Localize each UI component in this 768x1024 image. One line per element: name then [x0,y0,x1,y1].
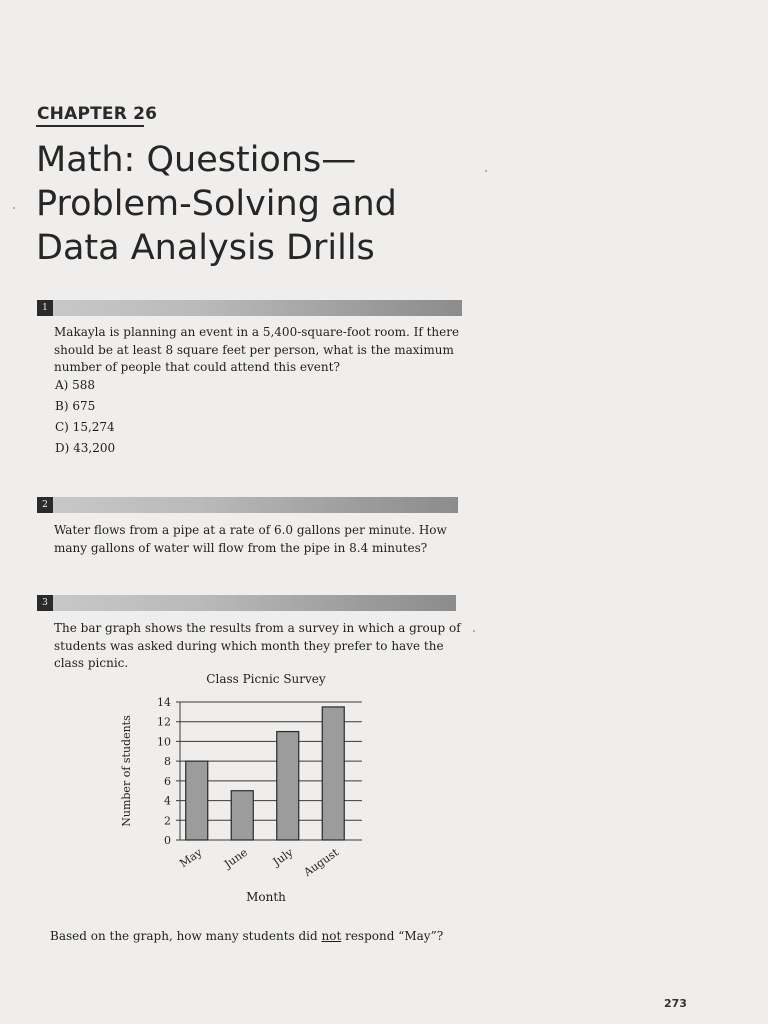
choice-c: C) 15,274 [55,420,115,434]
x-tick-label: July [270,845,296,869]
scan-speck [13,207,15,209]
y-tick-label: 6 [164,774,171,788]
question-2-header-bar [37,497,458,513]
x-tick-label: June [221,845,250,871]
followup-text-start: Based on the graph, how many students did [50,929,322,943]
bar-may [186,761,208,840]
title-line-3: Data Analysis Drills [36,228,375,268]
question-2-text: Water flows from a pipe at a rate of 6.0 gallons per minute. How many gallons of water will flow from the pipe in 8.4 minutes? [54,523,447,555]
choice-b: B) 675 [55,399,96,413]
followup-text-end: respond “May”? [341,929,444,943]
question-3-header-bar [37,595,456,611]
page-title [36,138,496,270]
y-tick-label: 14 [157,696,171,709]
title-line-1: Math: Questions— [36,140,357,180]
chapter-underline [36,125,144,127]
y-tick-label: 0 [164,834,171,847]
question-3-text: The bar graph shows the results from a survey in which a group of students was asked during which month they prefer to have the class picnic. [54,621,461,670]
x-tick-label: August [301,845,341,879]
y-tick-label: 8 [164,755,171,769]
question-1-number: 1 [37,300,53,316]
title-line-2: Problem-Solving and [36,184,397,224]
question-3-followup [50,928,470,946]
question-1-header-bar [37,300,462,316]
bar-july [277,732,299,840]
y-tick-label: 4 [164,794,171,808]
bar-august [322,707,344,840]
y-tick-label: 12 [157,715,171,729]
bar-june [231,791,253,840]
page-number: 273 [664,997,687,1010]
y-tick-label: 10 [157,735,171,749]
choice-a: A) 588 [55,378,96,392]
scan-speck [485,170,487,172]
followup-emphasis: not [321,929,342,943]
chart-y-axis-label: Number of students [120,715,133,827]
question-1-text: Makayla is planning an event in a 5,400-square-foot room. If there should be at least 8 square feet per person, what is the maximum number of people that could attend this event? [54,325,460,374]
y-tick-label: 2 [164,814,171,828]
question-3-number: 3 [37,595,53,611]
chapter-label: CHAPTER 26 [37,104,158,124]
question-1-choices [55,375,115,459]
x-tick-label: May [177,845,205,871]
chart-x-axis-label: Month [246,890,286,904]
scan-speck [473,630,475,632]
chart-title: Class Picnic Survey [206,672,326,686]
choice-d: D) 43,200 [55,441,116,455]
question-2-number: 2 [37,497,53,513]
